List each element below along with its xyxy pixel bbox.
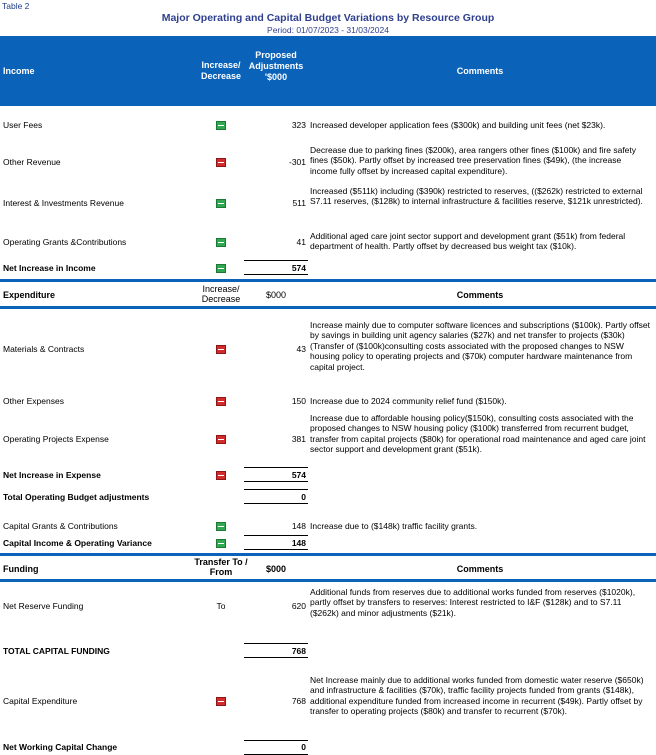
row-comment: Additional aged care joint sector support and development grant ($51k) from federal department of health. Partly offset by decreased bus weight tax ($10k). [310, 231, 626, 252]
report-period: Period: 01/07/2023 - 31/03/2024 [267, 25, 389, 35]
direction-cell [196, 396, 246, 407]
direction-cell [196, 696, 246, 707]
row-comment: Increase due to affordable housing policy($150k), consulting costs associated with the proposed changes to NSW housing policy ($100k) transferred from recurrent budget, transfer from capital projects ($80k) for operational road maintenance and aged care joint sector support and development grant ($51k). [310, 413, 646, 455]
row-label: Net Increase in Expense [3, 470, 101, 480]
income-total-line-top [244, 260, 308, 261]
table-number: Table 2 [2, 1, 30, 11]
capital-income-line-bottom [244, 549, 308, 550]
direction-cell [196, 120, 246, 131]
direction-cell [196, 198, 246, 209]
decrease-icon [216, 471, 226, 480]
row-value: 323 [291, 120, 306, 130]
funding-header [0, 557, 656, 579]
row-value: 150 [291, 396, 306, 406]
decrease-icon [216, 697, 226, 706]
row-value: 148 [291, 521, 306, 531]
increase-icon [216, 539, 226, 548]
row-comment: Additional funds from reserves due to additional works funded from reserves ($1020k), partly offset by transfers to reserves: Interest restricted to I&F ($128k) and to S7.11 ($262k) and minor adjustments ($21k). [310, 587, 636, 618]
row-value: -301 [288, 157, 306, 167]
row-label: TOTAL CAPITAL FUNDING [3, 646, 110, 656]
row-value: 574 [291, 263, 306, 273]
transfer-cell: To [216, 601, 226, 611]
funding-header-amount: $000 [265, 564, 287, 574]
direction-cell [196, 344, 246, 355]
row-comment: Increased ($511k) including ($390k) restricted to reserves, (($262k) restricted to external S7.11 reserves, ($128k) to internal infrastructure & facilities reserve, $121k unrestricted). [310, 186, 643, 207]
row-comment: Increased developer application fees ($300k) and building unit fees (net $23k). [310, 120, 606, 130]
operating-total-line-top [244, 489, 308, 490]
capital-income-line-top [244, 535, 308, 536]
row-value: 381 [291, 434, 306, 444]
decrease-icon [216, 435, 226, 444]
row-label: Materials & Contracts [3, 344, 85, 354]
funding-top-bar [0, 553, 656, 556]
working-capital-line-top [244, 740, 308, 741]
decrease-icon [216, 158, 226, 167]
increase-icon [216, 199, 226, 208]
row-value: 511 [292, 198, 306, 208]
report-title: Major Operating and Capital Budget Variations by Resource Group [161, 12, 495, 24]
row-label: Net Reserve Funding [3, 601, 84, 611]
increase-icon [216, 522, 226, 531]
direction-cell [196, 538, 246, 549]
funding-header-direction: Transfer To / From [194, 557, 248, 577]
direction-cell [196, 521, 246, 532]
row-value: 43 [296, 344, 306, 354]
operating-total-line-bottom [244, 503, 308, 504]
row-value: 0 [301, 492, 306, 502]
decrease-icon [216, 345, 226, 354]
row-label: Interest & Investments Revenue [3, 198, 124, 208]
row-comment: Increase due to 2024 community relief fund ($150k). [310, 396, 507, 406]
increase-icon [216, 264, 226, 273]
row-comment: Decrease due to parking fines ($200k), area rangers other fines ($100k) and fire safety fines ($50k). Partly offset by increased tree preservation fines ($49k), (the increase income fully offset by increased capital expenditure). [310, 145, 637, 176]
row-comment: Increase mainly due to computer software licences and subscriptions ($100k). Partly offset by savings in building unit agency salaries ($27k) and net transfer to projects ($30k) (Transfer of ($100k)consulting costs associated with the proposed changes to NSW housing policy to operating projects and ($70k) computer hardware maintenance from capital project. [310, 320, 651, 372]
row-label: Other Revenue [3, 157, 61, 167]
row-label: Net Working Capital Change [3, 742, 118, 752]
row-label: Capital Grants & Contributions [3, 521, 118, 531]
row-label: Capital Expenditure [3, 696, 78, 706]
direction-cell [196, 470, 246, 481]
expenditure-total-line-top [244, 467, 308, 468]
capital-funding-line-top [244, 643, 308, 644]
row-value: 620 [291, 601, 306, 611]
increase-icon [216, 238, 226, 247]
funding-bottom-bar [0, 579, 656, 582]
expenditure-header-amount: $000 [265, 290, 287, 300]
expenditure-header-direction: Increase/ Decrease [201, 284, 241, 304]
income-header-direction: Increase/ Decrease [200, 60, 242, 81]
expenditure-top-bar [0, 279, 656, 282]
row-value: 768 [291, 646, 306, 656]
row-label: Operating Projects Expense [3, 434, 109, 444]
income-header-amount: Proposed Adjustments '$000 [248, 50, 304, 82]
expenditure-header-label: Expenditure [3, 290, 56, 300]
direction-cell [196, 157, 246, 168]
direction-cell [196, 263, 246, 274]
income-header-label: Income [3, 66, 35, 76]
decrease-icon [216, 397, 226, 406]
income-header-comments: Comments [456, 66, 504, 76]
expenditure-bottom-bar [0, 306, 656, 309]
row-value: 0 [301, 742, 306, 752]
direction-cell [196, 434, 246, 445]
row-value: 574 [291, 470, 306, 480]
row-label: Net Increase in Income [3, 263, 96, 273]
row-label: Other Expenses [3, 396, 64, 406]
funding-header-comments: Comments [456, 564, 504, 574]
increase-icon [216, 121, 226, 130]
expenditure-header [0, 284, 656, 306]
row-value: 148 [291, 538, 306, 548]
row-value: 41 [296, 237, 306, 247]
expenditure-total-line-bottom [244, 481, 308, 482]
row-label: User Fees [3, 120, 43, 130]
row-comment: Net Increase mainly due to additional works funded from domestic water reserve ($650k) and infrastructure & facilities ($70k), traffic facility projects funded from grants ($148k), additional expenditure funded from increased income in recurrent ($49k). Partly offset by transfer to operating projects ($80k) and transfer to recurrent ($70k). [310, 675, 644, 717]
row-label: Total Operating Budget adjustments [3, 492, 150, 502]
row-label: Capital Income & Operating Variance [3, 538, 152, 548]
row-value: 768 [291, 696, 306, 706]
capital-funding-line-bottom [244, 657, 308, 658]
expenditure-header-comments: Comments [456, 290, 504, 300]
direction-cell [196, 237, 246, 248]
income-total-line-bottom [244, 274, 308, 275]
row-comment: Increase due to ($148k) traffic facility grants. [310, 521, 478, 531]
funding-header-label: Funding [3, 564, 39, 574]
income-header [0, 36, 656, 106]
row-label: Operating Grants &Contributions [3, 237, 127, 247]
